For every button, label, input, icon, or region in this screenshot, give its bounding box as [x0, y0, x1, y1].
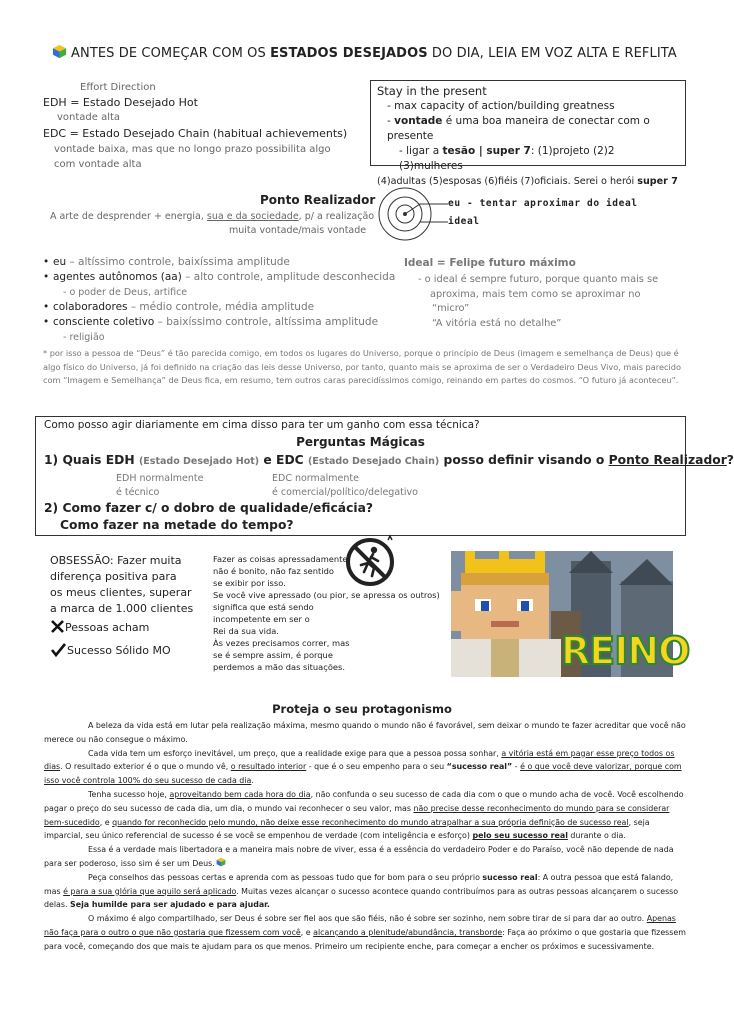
target-diagram — [378, 186, 448, 242]
x-mark-icon — [50, 619, 65, 634]
paragraph: A beleza da vida está em lutar pela realização máxima, mesmo quando o mundo não é favorável, sem deixar o mundo te fazer acreditar que você não merece ou não consegue o máximo. — [44, 721, 686, 744]
cube-logo-icon — [52, 44, 67, 59]
edh-definition: EDH = Estado Desejado Hot — [43, 96, 198, 109]
present-line3: - ligar a tesão | super 7: (1)projeto (2)2 (3)mulheres — [399, 145, 615, 172]
reino-image — [451, 551, 690, 677]
list-item: • agentes autônomos (aa) – alto controle, amplitude desconhecida - o poder de Deus, artifice — [43, 270, 403, 300]
protect-body — [44, 719, 686, 954]
ideal-text: - o ideal é sempre futuro, porque quanto mais se aproxima, mais tem como se aproximar no “micro” “A vitória está no detalhe” — [418, 274, 659, 329]
edc-note: EDC normalmente é comercial/político/delegativo — [272, 473, 418, 498]
edc-definition: EDC = Estado Desejado Chain (habitual achievements) — [43, 127, 348, 140]
ideal-heading: Ideal = Felipe futuro máximo — [404, 257, 576, 269]
magic-q1: 1) Quais EDH (Estado Desejado Hot) e EDC (Estado Desejado Chain) posso definir visando o Ponto Realizador? — [44, 453, 734, 467]
present-line4: (4)adultas (5)esposas (6)fiéis (7)oficiais. Serei o herói super 7 — [377, 176, 678, 187]
paragraph: Essa é a verdade mais libertadora e a maneira mais nobre de viver, essa é a essência do verdadeiro Poder e do Paraíso, você não depende de nada para ser poderoso, isso sim é ser um Deus. — [44, 845, 674, 868]
title-pre: ANTES DE COMEÇAR COM OS — [71, 46, 271, 61]
magic-questions-box — [35, 416, 734, 536]
protect-heading: Proteja o seu protagonismo — [272, 702, 452, 716]
check-mark-icon — [50, 642, 67, 657]
list-item: • eu – altíssimo controle, baixíssima amplitude — [43, 255, 403, 270]
stay-present-heading: Stay in the present — [377, 84, 487, 98]
right-item: Sucesso Sólido MO — [50, 642, 171, 657]
paragraph: Cada vida tem um esforço inevitável, um preço, que a realidade exige para que a pessoa possa sonhar, a vitória está em pagar esse preço todos os dias. O resultado exterior é o que o mundo vê, o resultado interior - que é o seu empenho para o seu “sucesso real” - é o que você deve valorizar, porque com isso você controla 100% do seu sucesso de cada dia. — [44, 748, 682, 786]
ponto-line2: muita vontade/mais vontade — [229, 225, 367, 236]
ponto-line1: A arte de desprender + energia, sua e da sociedade, p/ a realização — [50, 211, 375, 222]
paragraph: Peça conselhos das pessoas certas e aprenda com as pessoas tudo que for bom para o seu próprio sucesso real: A outra pessoa que está falando, mas é para a sua glória que aquilo será aplicado. Muitas vezes alcançar o sucesso acontece quando contribuímos para as outras pessoas alcançarem o sucesso delas. Seja humilde para ser ajudado e para ajudar. — [44, 872, 679, 910]
cube-logo-icon — [216, 857, 226, 867]
title-bold: ESTADOS DESEJADOS — [270, 46, 428, 61]
stay-present-box — [370, 80, 686, 187]
obsession-text: OBSESSÃO: Fazer muita diferença positiva para os meus clientes, superar a marca de 1.000 clientes — [50, 554, 194, 615]
effort-heading: Effort Direction — [80, 82, 156, 93]
present-line1: - max capacity of action/building greatness — [387, 100, 615, 112]
edh-sub: vontade alta — [57, 112, 121, 123]
paragraph: Tenha sucesso hoje, aproveitando bem cada hora do dia, não confunda o seu sucesso de cada dia com o que o mundo acha de você. Você escolhendo pagar o preço do seu sucesso de cada dia, um dia, o mundo vai reconhecer o seu valor, mas não precise desse reconhecimento do mundo para se considerar bem-sucedido, e quando for reconhecido pelo mundo, não deixe esse reconhecimento do mundo atrapalhar a sua própria definição de sucesso real, seja imparcial, seu único referencial de sucesso é se você se empenhou de verdade (com inteligência e esforço) pelo seu sucesso real durante o dia. — [44, 789, 684, 841]
control-list — [43, 255, 403, 345]
reino-logo-text: REINO — [561, 629, 690, 673]
no-running-icon — [344, 534, 400, 586]
target-eu-label: eu - tentar aproximar do ideal — [448, 198, 638, 209]
magic-heading: Perguntas Mágicas — [296, 435, 425, 449]
title-post: DO DIA, LEIA EM VOZ ALTA E REFLITA — [427, 46, 677, 61]
list-item: • consciente coletivo – baixíssimo controle, altíssima amplitude - religião — [43, 315, 403, 345]
wrong-item: Pessoas acham — [50, 619, 149, 634]
edc-sub1: vontade baixa, mas que no longo prazo possibilita algo — [54, 144, 331, 155]
list-item: • colaboradores – médio controle, média amplitude — [43, 300, 403, 315]
page-title — [52, 44, 677, 61]
edc-sub2: com vontade alta — [54, 159, 142, 170]
magic-q2: 2) Como fazer c/ o dobro de qualidade/eficácia? — [44, 501, 374, 515]
present-line2: - vontade é uma boa maneira de conectar com o presente — [387, 115, 650, 142]
magic-q3: Como fazer na metade do tempo? — [60, 518, 294, 532]
hurry-text: Fazer as coisas apressadamente não é bonito, não faz sentido se exibir por isso. Se você vive apressado (ou pior, se apressa os outros) significa que está sendo incompetente em ser o Rei da sua vida. Às vezes precisamos correr, mas se é sempre assim, é porque perdemos a mão das situações. — [213, 554, 440, 672]
footnote: * por isso a pessoa de “Deus” é tão parecida comigo, em todos os lugares do Universo, porque o princípio de Deus (imagem e semelhança de Deus) que é algo físico do Universo, já foi definido na criação das leis desse Universo, por tanto, quanto mais se aproxima de ser o Verdadeiro Deus Vivo, mais parecido com “Imagem e Semelhança” de Deus fica, em resumo, tem outros caras parecidíssimos comigo, reinando em partes do cosmos. “O futuro já aconteceu”. — [43, 348, 681, 385]
edh-note: EDH normalmente é técnico — [116, 473, 204, 498]
ponto-heading: Ponto Realizador — [260, 193, 376, 207]
target-ideal-label: ideal — [448, 216, 480, 227]
paragraph: O máximo é algo compartilhado, ser Deus é sobre ser fiel aos que são fiéis, não é sobre ser sozinho, nem sobre tirar de si para dar ao outro. Apenas não faça para o outro o que não gostaria que fizessem com você, e alcançando a plenitude/abundância, transborde: Faça ao próximo o que gostaria que fizessem para você, começando dos que mais te ajudam para os que menos. Primeiro um recipiente enche, para começar a encher os próximos e sucessivamente. — [44, 914, 686, 951]
magic-question: Como posso agir diariamente em cima disso para ter um ganho com essa técnica? — [44, 419, 480, 431]
